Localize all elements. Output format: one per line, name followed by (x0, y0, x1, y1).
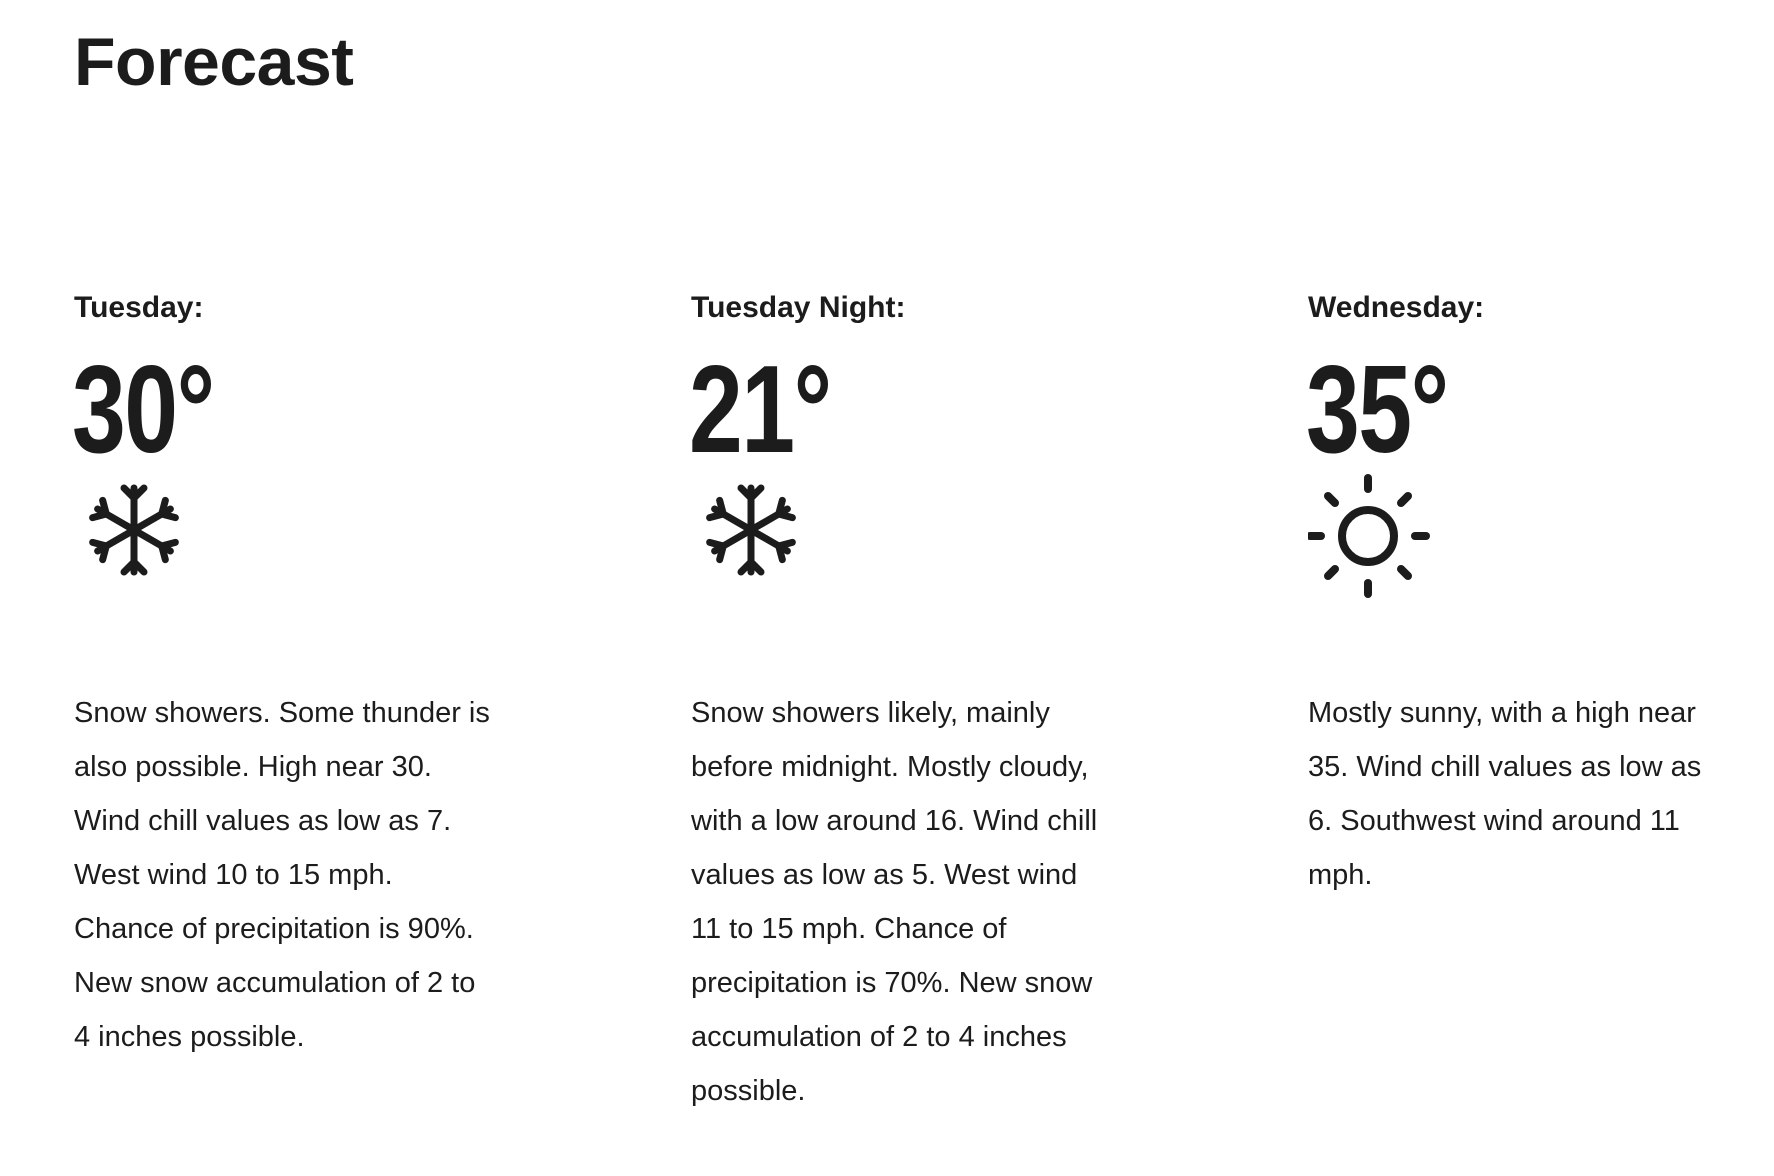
page-title: Forecast (74, 24, 354, 100)
forecast-description: Snow showers. Some thunder is also possible. High near 30. Wind chill values as low as 7. West wind 10 to 15 mph. Chance of precipitation is 90%. New snow accumulation of 2 to 4 inches possible. (74, 697, 490, 1053)
forecast-description: Mostly sunny, with a high near 35. Wind chill values as low as 6. Southwest wind around 11 mph. (1308, 697, 1702, 891)
day-label: Tuesday: (74, 291, 204, 324)
snowflake-icon (74, 470, 194, 590)
temperature: 30° (72, 341, 214, 479)
day-label: Tuesday Night: (691, 291, 906, 324)
sun-icon (1308, 470, 1438, 600)
temperature: 21° (689, 341, 831, 479)
temperature: 35° (1306, 341, 1448, 479)
forecast-description: Snow showers likely, mainly before midnight. Mostly cloudy, with a low around 16. Wind chill values as low as 5. West wind 11 to 15 mph. Chance of precipitation is 70%. New snow accumulation of 2 to 4 inches possible. (691, 697, 1098, 1107)
snowflake-icon (691, 470, 811, 590)
day-label: Wednesday: (1308, 291, 1485, 324)
